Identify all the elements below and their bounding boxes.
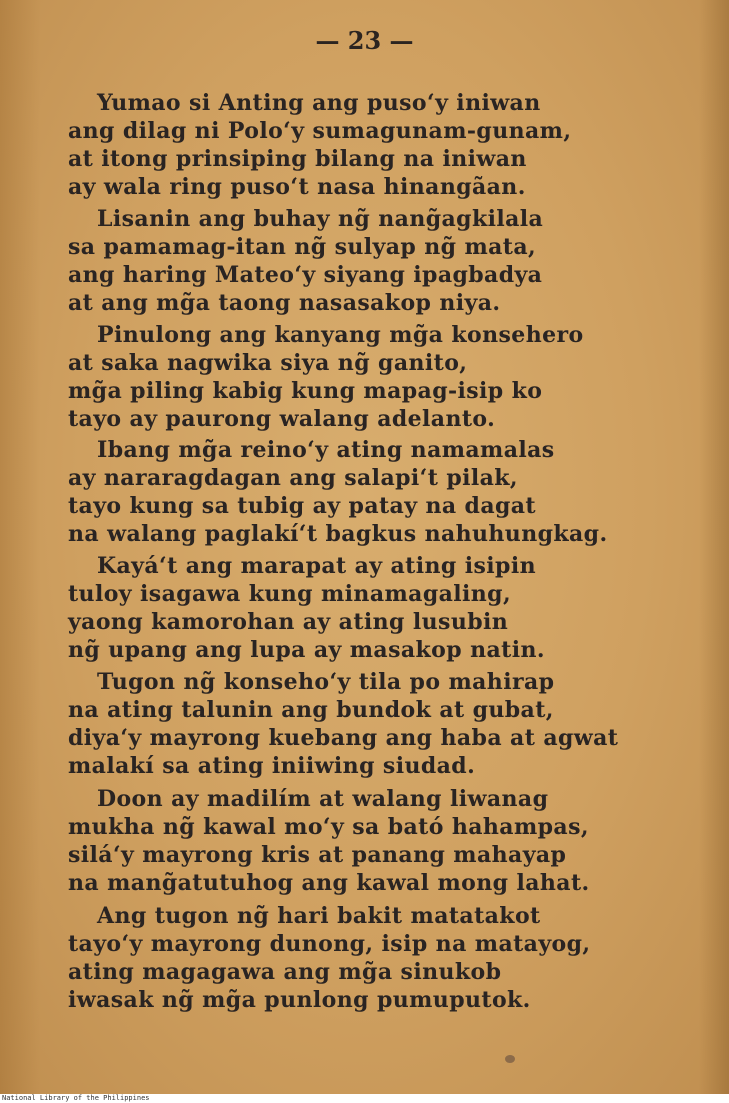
verse-line: malakí sa ating iniiwing siudad. <box>68 753 476 779</box>
verse-line: ang dilag ni Polo‘y sumagunam-gunam, <box>68 118 572 144</box>
verse-line: yaong kamorohan ay ating lusubin <box>68 609 509 635</box>
verse-line: Ang tugon ng̃ hari bakit matatakot <box>97 903 541 929</box>
verse-line: Doon ay madilím at walang liwanag <box>97 786 549 812</box>
page-number: — 23 — <box>315 26 414 55</box>
verse-line: silá‘y mayrong kris at panang mahayap <box>68 842 567 868</box>
verse-line: tayo kung sa tubig ay patay na dagat <box>68 493 536 519</box>
verse-line: Kayá‘t ang marapat ay ating isipin <box>97 553 536 579</box>
verse-line: sa pamamag-itan ng̃ sulyap ng̃ mata, <box>68 234 537 260</box>
verse-line: tayo‘y mayrong dunong, isip na matayog, <box>68 931 591 957</box>
verse-line: Pinulong ang kanyang mg̃a konsehero <box>97 322 584 348</box>
verse-line: tuloy isagawa kung minamagaling, <box>68 581 512 607</box>
verse-line: tayo ay paurong walang adelanto. <box>68 406 496 432</box>
verse-line: na ating talunin ang bundok at gubat, <box>68 697 554 723</box>
verse-line: mukha ng̃ kawal mo‘y sa bató hahampas, <box>68 814 589 840</box>
verse-line: at saka nagwika siya ng̃ ganito, <box>68 350 468 376</box>
verse-line: iwasak ng̃ mg̃a punlong pumuputok. <box>68 987 531 1013</box>
verse-line: ay nararagdagan ang salapi‘t pilak, <box>68 465 518 491</box>
verse-line: na walang paglakí‘t bagkus nahuhungkag. <box>68 521 608 547</box>
verse-line: ay wala ring puso‘t nasa hinangãan. <box>68 174 526 200</box>
verse-line: ng̃ upang ang lupa ay masakop natin. <box>68 637 545 663</box>
footer-credit: National Library of the Philippines <box>2 1094 150 1102</box>
verse-line: na mang̃atutuhog ang kawal mong lahat. <box>68 870 590 896</box>
verse-line: Tugon ng̃ konseho‘y tila po mahirap <box>97 669 555 695</box>
verse-line: mg̃a piling kabig kung mapag-isip ko <box>68 378 543 404</box>
verse-line: diya‘y mayrong kuebang ang haba at agwat <box>68 725 619 751</box>
verse-line: Ibang mg̃a reino‘y ating namamalas <box>97 437 555 463</box>
verse-line: Yumao si Anting ang puso‘y iniwan <box>97 90 541 116</box>
verse-line: at ang mg̃a taong nasasakop niya. <box>68 290 501 316</box>
verse-line: at itong prinsiping bilang na iniwan <box>68 146 527 172</box>
verse-line: Lisanin ang buhay ng̃ nang̃agkilala <box>97 206 544 232</box>
verse-line: ating magagawa ang mg̃a sinukob <box>68 959 502 985</box>
ink-spot <box>505 1055 515 1063</box>
verse-line: ang haring Mateo‘y siyang ipagbadya <box>68 262 543 288</box>
